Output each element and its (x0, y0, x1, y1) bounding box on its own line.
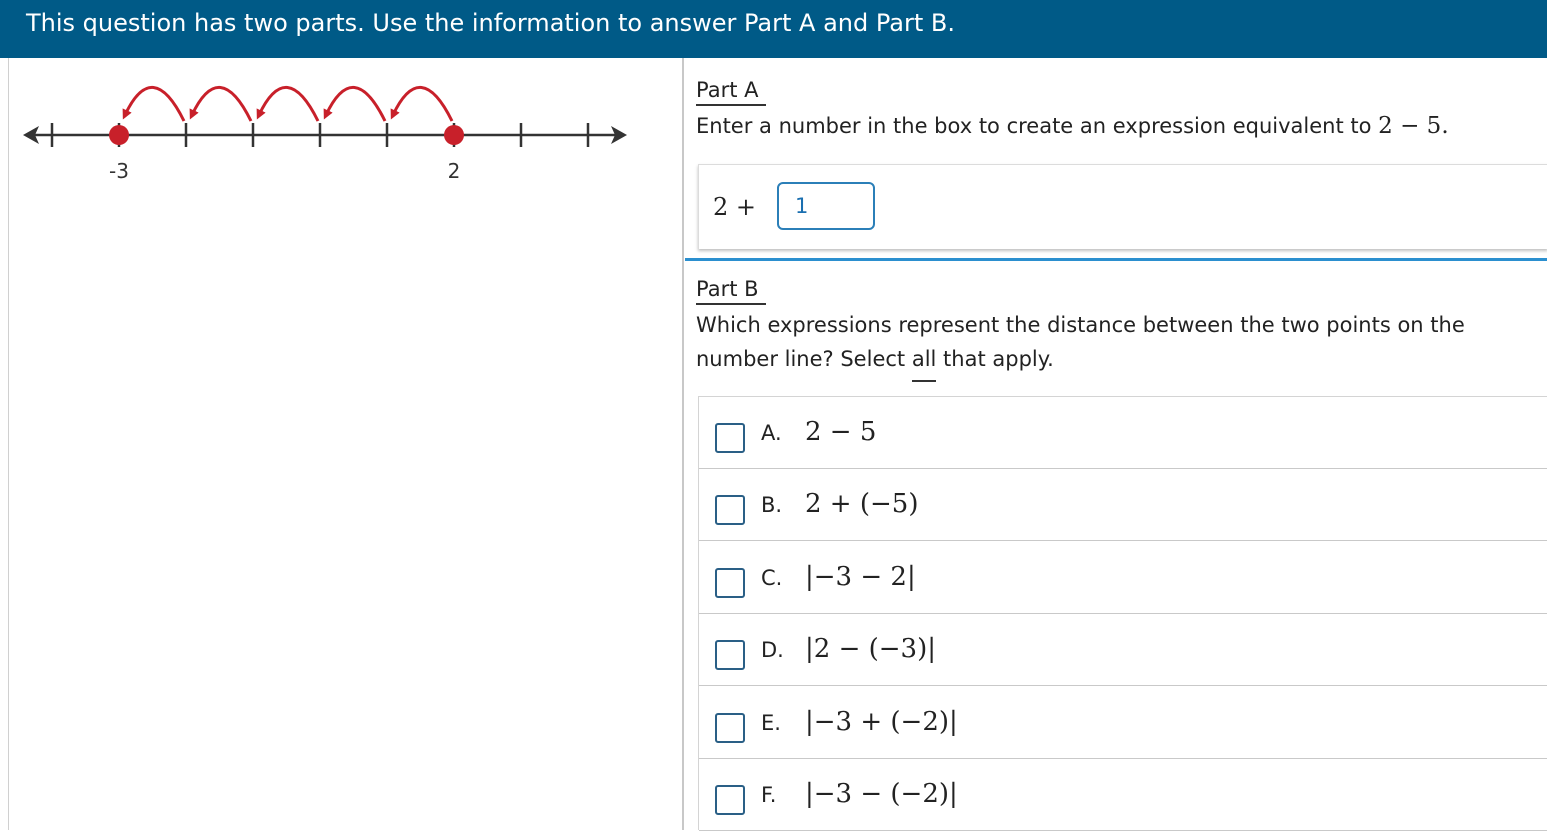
part-a-heading (696, 78, 759, 102)
part-a-answer-area (698, 164, 1547, 249)
option-a-letter: A. (761, 421, 782, 445)
option-d-letter: D. (761, 638, 784, 662)
option-b-letter: B. (761, 493, 783, 517)
part-b-prompt-line2 (696, 342, 1465, 376)
option-f-expression: |−3 − (−2)| (805, 779, 958, 809)
option-c-letter: C. (761, 566, 783, 590)
banner-text: This question has two parts. Use the information to answer Part A and Part B. (26, 9, 955, 37)
part-divider (685, 258, 1547, 261)
prompt-line2-before: number line? Select (696, 347, 912, 371)
part-b-prompt (696, 308, 1465, 376)
prompt-emphasis-all: all (912, 342, 937, 376)
hop-arrow (393, 87, 452, 121)
part-a-prompt (696, 109, 1449, 143)
question-banner (0, 0, 1547, 58)
option-b[interactable] (699, 469, 1547, 541)
option-a-expression: 2 − 5 (805, 417, 877, 447)
option-a[interactable] (699, 397, 1547, 469)
option-e-checkbox[interactable] (715, 713, 745, 743)
part-b-heading-text: Part B (696, 277, 759, 301)
option-e-expression: |−3 + (−2)| (805, 707, 958, 737)
stimulus-pane (8, 58, 684, 830)
part-a-answer-input[interactable] (777, 182, 875, 230)
answer-prefix: 2 + (713, 193, 757, 221)
prompt-line2-after: that apply. (936, 347, 1054, 371)
option-c[interactable] (699, 542, 1547, 614)
hop-arrows (125, 87, 452, 121)
options-list (698, 396, 1547, 830)
point-marker (444, 125, 464, 145)
part-a-prompt-text: Enter a number in the box to create an expression equivalent to (696, 114, 1372, 138)
part-a-heading-text: Part A (696, 78, 759, 102)
option-f-checkbox[interactable] (715, 785, 745, 815)
part-a-prompt-math: 2 − 5. (1378, 113, 1449, 139)
part-b-heading (696, 277, 759, 301)
option-d-checkbox[interactable] (715, 640, 745, 670)
option-e[interactable] (699, 687, 1547, 759)
hop-arrow (259, 87, 318, 121)
option-e-letter: E. (761, 711, 781, 735)
tick-labels (109, 159, 460, 183)
point-label: 2 (447, 159, 461, 183)
part-b-prompt-line1: Which expressions represent the distance between the two points on the (696, 313, 1465, 337)
point-label: -3 (109, 159, 129, 183)
response-pane (685, 58, 1547, 830)
option-f[interactable] (699, 759, 1547, 831)
part-b-heading-underline (696, 303, 766, 305)
point-marker (109, 125, 129, 145)
option-c-expression: |−3 − 2| (805, 562, 916, 592)
hop-arrow (326, 87, 385, 121)
part-a-heading-underline (696, 104, 766, 106)
option-b-expression: 2 + (−5) (805, 489, 919, 519)
number-line-graphic (9, 58, 685, 218)
option-b-checkbox[interactable] (715, 495, 745, 525)
option-f-letter: F. (761, 783, 777, 807)
hop-arrow (125, 87, 184, 121)
option-a-checkbox[interactable] (715, 423, 745, 453)
hop-arrow (192, 87, 251, 121)
option-c-checkbox[interactable] (715, 568, 745, 598)
option-d[interactable] (699, 614, 1547, 686)
option-d-expression: |2 − (−3)| (805, 634, 936, 664)
